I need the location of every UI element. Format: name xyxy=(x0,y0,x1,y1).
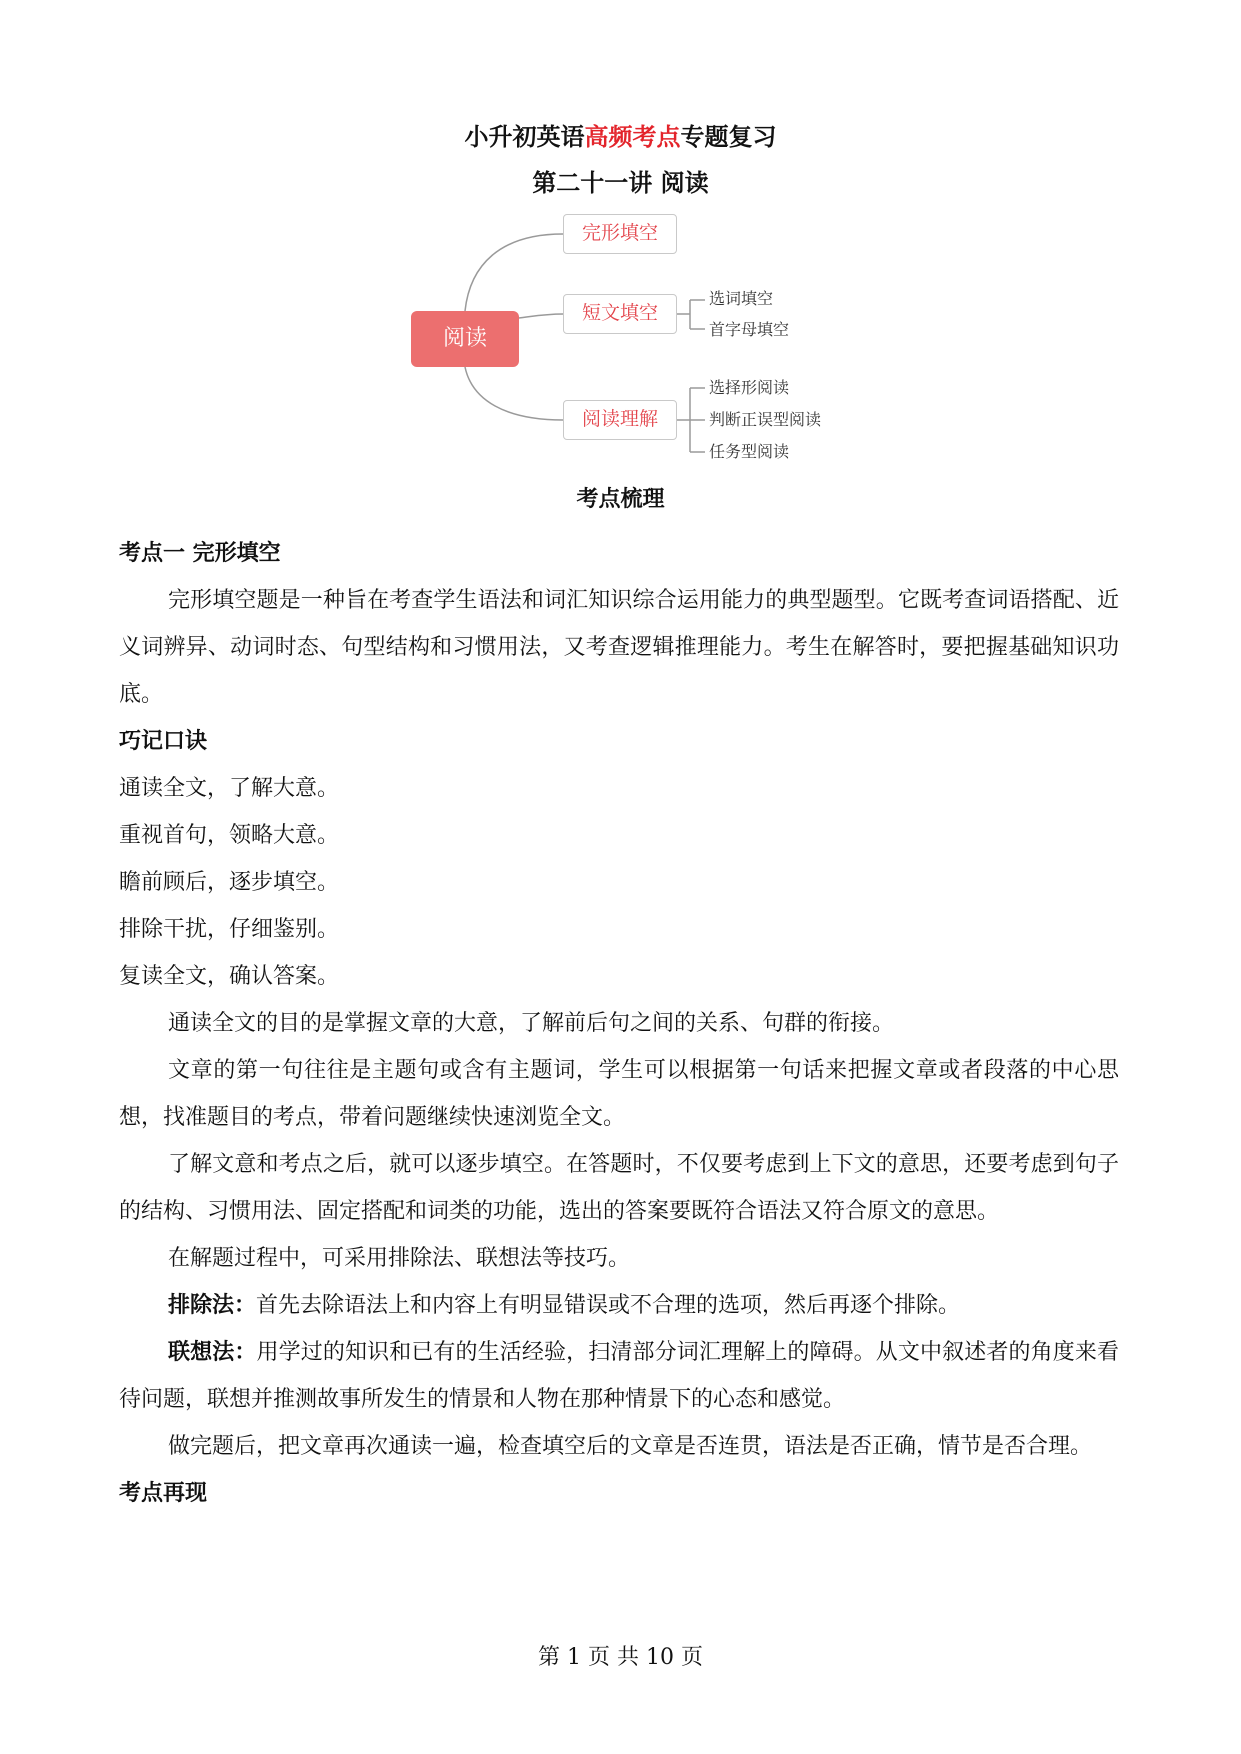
title-highlight: 高频考点 xyxy=(584,123,681,151)
mindmap-branch-passage-fill: 短文填空 xyxy=(563,294,677,334)
mindmap-leaf-multiple-choice: 选择形阅读 xyxy=(709,378,790,397)
mindmap-root-node: 阅读 xyxy=(411,311,519,367)
association-text: 用学过的知识和已有的生活经验，扫清部分词汇理解上的障碍。从文中叙述者的角度来看待问题，联想并推测故事所发生的情景和人物在那种情景下的心态和感觉。 xyxy=(119,1340,1119,1412)
koujue-heading: 巧记口诀 xyxy=(119,729,208,754)
koujue-line: 通读全文，了解大意。 xyxy=(119,776,340,801)
elimination-label: 排除法： xyxy=(168,1293,257,1318)
title-prefix: 小升初英语 xyxy=(464,123,585,151)
koujue-line: 排除干扰，仔细鉴别。 xyxy=(119,917,340,942)
mindmap-leaf-true-false: 判断正误型阅读 xyxy=(709,410,822,429)
section-heading: 考点梳理 xyxy=(576,487,665,512)
page-number-footer: 第 1 页 共 10 页 xyxy=(538,1645,703,1670)
koujue-line: 重视首句，领略大意。 xyxy=(119,823,340,848)
elimination-text: 首先去除语法上和内容上有明显错误或不合理的选项，然后再逐个排除。 xyxy=(256,1293,961,1318)
paragraph-read-through: 通读全文的目的是掌握文章的大意，了解前后句之间的关系、句群的衔接。 xyxy=(168,1011,895,1036)
connector-b3-leaves xyxy=(677,388,705,452)
paragraph-review: 做完题后，把文章再次通读一遍，检查填空后的文章是否连贯，语法是否正确，情节是否合理。 xyxy=(168,1434,1093,1459)
kaodian1-heading: 考点一 完形填空 xyxy=(119,541,281,566)
kaodian-zaixian-heading: 考点再现 xyxy=(119,1481,208,1506)
koujue-line: 复读全文，确认答案。 xyxy=(119,964,340,989)
connector-root-b1 xyxy=(465,234,563,311)
document-body xyxy=(119,530,1119,1517)
paragraph-fill-step: 了解文意和考点之后，就可以逐步填空。在答题时，不仅要考虑到上下文的意思，还要考虑到句子的结构、习惯用法、固定搭配和词类的功能，选出的答案要既符合语法又符合原文的意思。 xyxy=(119,1152,1119,1224)
mindmap-leaf-word-choice: 选词填空 xyxy=(709,289,774,308)
mindmap-leaf-task-based: 任务型阅读 xyxy=(709,442,790,461)
lecture-subtitle: 第二十一讲 阅读 xyxy=(532,169,709,197)
paragraph-techniques: 在解题过程中，可采用排除法、联想法等技巧。 xyxy=(168,1246,631,1271)
connector-b2-leaves xyxy=(677,300,705,329)
connector-root-b2 xyxy=(519,314,563,318)
koujue-line: 瞻前顾后，逐步填空。 xyxy=(119,870,340,895)
connector-root-b3 xyxy=(465,367,563,420)
mindmap-branch-cloze: 完形填空 xyxy=(563,214,677,254)
paragraph-elimination xyxy=(119,1282,1119,1329)
paragraph-association xyxy=(119,1329,1119,1423)
document-title xyxy=(0,121,1241,153)
association-label: 联想法： xyxy=(168,1340,257,1365)
mindmap-leaf-initial-letter: 首字母填空 xyxy=(709,320,790,339)
kaodian1-intro: 完形填空题是一种旨在考查学生语法和词汇知识综合运用能力的典型题型。它既考查词语搭配、近义词辨异、动词时态、句型结构和习惯用法，又考查逻辑推理能力。考生在解答时，要把握基础知识功底。 xyxy=(119,588,1119,707)
title-suffix: 专题复习 xyxy=(680,123,777,151)
mindmap-branch-reading-comprehension: 阅读理解 xyxy=(563,400,677,440)
paragraph-first-sentence: 文章的第一句往往是主题句或含有主题词，学生可以根据第一句话来把握文章或者段落的中心思想，找准题目的考点，带着问题继续快速浏览全文。 xyxy=(119,1058,1119,1130)
